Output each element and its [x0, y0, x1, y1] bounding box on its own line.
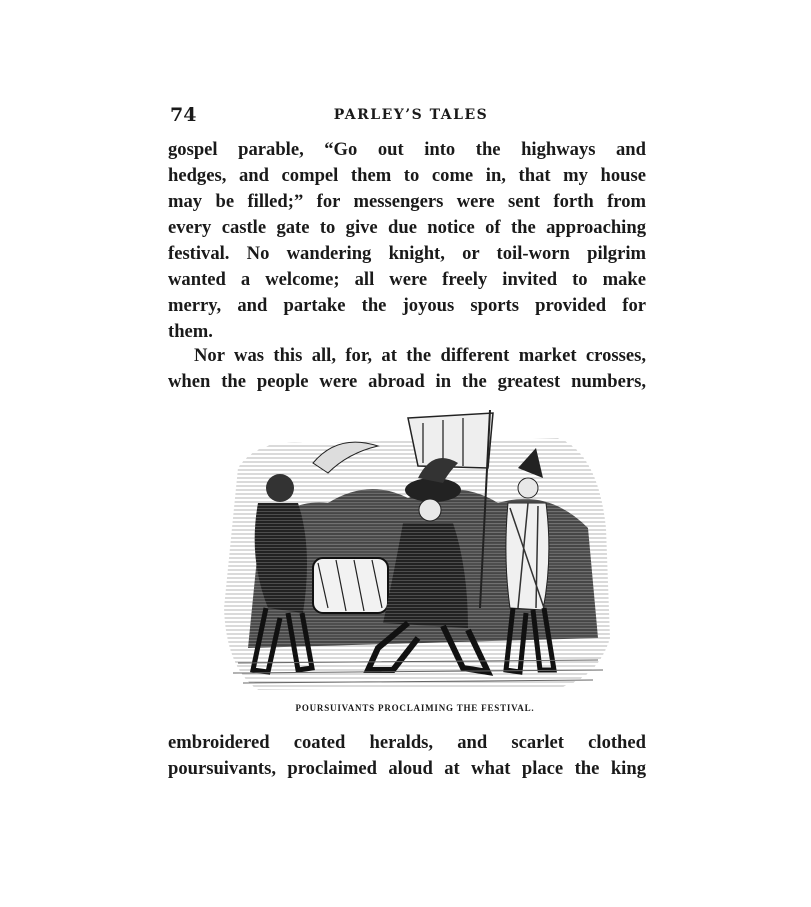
paragraph-3: [168, 730, 646, 782]
text-line: may be filled;” for messengers were sent forth from: [168, 191, 646, 212]
page-header: [170, 104, 652, 128]
text-line: festival. No wandering knight, or toil-worn pilgrim: [168, 243, 646, 264]
text-line: gospel parable, “Go out into the highways and: [168, 139, 646, 160]
text-line: poursuivants, proclaimed aloud at what place the king: [168, 758, 646, 779]
text-line: embroidered coated heralds, and scarlet clothed: [168, 732, 646, 753]
text-line: Nor was this all, for, at the different market crosses,: [194, 345, 646, 366]
text-line: hedges, and compel them to come in, that my house: [168, 165, 646, 186]
text-line: when the people were abroad in the greatest numbers,: [168, 371, 646, 392]
festival-engraving: [218, 408, 612, 700]
text-line: merry, and partake the joyous sports provided for: [168, 295, 646, 316]
text-line: wanted a welcome; all were freely invited to make: [168, 269, 646, 290]
figure-caption: POURSUIVANTS PROCLAIMING THE FESTIVAL.: [295, 703, 535, 713]
paragraph-2: [168, 343, 646, 395]
text-line: every castle gate to give due notice of the approaching: [168, 217, 646, 238]
paragraph-1: [168, 137, 646, 345]
page-number: 74: [170, 104, 197, 126]
text-line: them.: [168, 321, 213, 342]
running-title: PARLEY’S TALES: [333, 107, 489, 123]
